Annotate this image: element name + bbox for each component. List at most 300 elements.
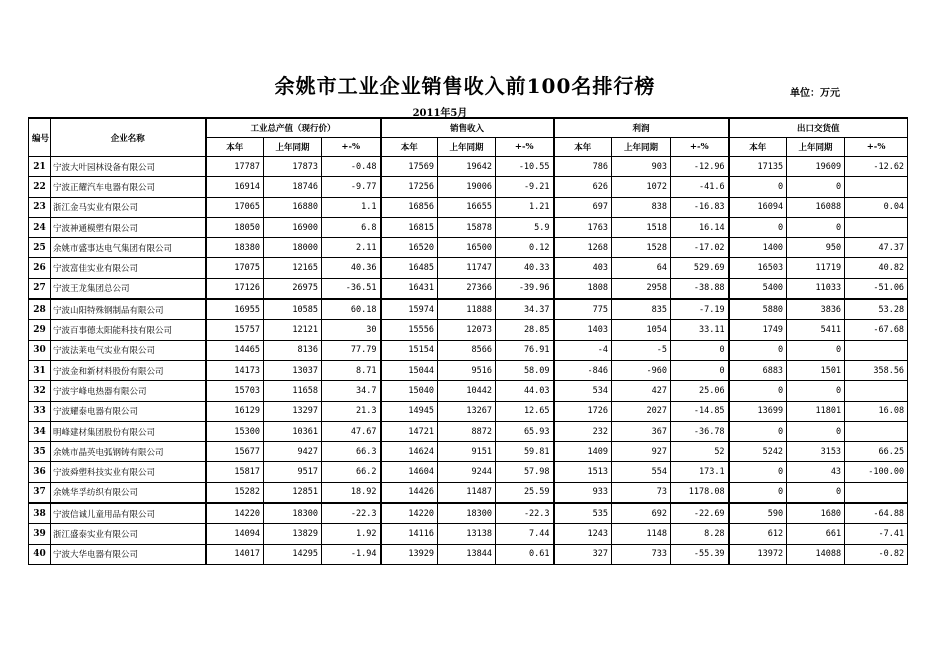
- sales-change-cell: 44.03: [496, 381, 554, 401]
- output-previous-cell: 11658: [264, 381, 322, 401]
- export-change-cell: -67.68: [845, 320, 908, 340]
- export-change-cell: -12.62: [845, 157, 908, 177]
- rank-cell: 27: [29, 278, 51, 299]
- sales-change-cell: 57.98: [496, 462, 554, 482]
- profit-previous-cell: 1148: [612, 524, 671, 544]
- sales-previous-cell: 16655: [438, 197, 496, 217]
- profit-change-cell: -16.83: [671, 197, 729, 217]
- output-previous-cell: 18300: [264, 503, 322, 524]
- output-change-cell: -36.51: [322, 278, 381, 299]
- export-current-cell: 0: [729, 177, 787, 197]
- sales-previous-cell: 9244: [438, 462, 496, 482]
- export-change-cell: [845, 421, 908, 441]
- export-change-cell: [845, 381, 908, 401]
- rank-cell: 31: [29, 360, 51, 380]
- output-change-cell: 77.79: [322, 340, 381, 360]
- company-name-cell: 宁波大叶园林设备有限公司: [51, 157, 206, 177]
- output-previous-cell: 12851: [264, 482, 322, 503]
- table-row: [29, 421, 908, 441]
- export-change-cell: [845, 217, 908, 237]
- export-previous-cell: 19609: [787, 157, 845, 177]
- export-change-cell: -0.82: [845, 544, 908, 564]
- sales-previous-cell: 12073: [438, 320, 496, 340]
- profit-current-cell: 1243: [554, 524, 612, 544]
- sales-change-cell: -9.21: [496, 177, 554, 197]
- export-change-cell: [845, 340, 908, 360]
- profit-current-cell: 626: [554, 177, 612, 197]
- profit-previous-cell: 1072: [612, 177, 671, 197]
- output-previous-cell: 16880: [264, 197, 322, 217]
- profit-current-cell: 1513: [554, 462, 612, 482]
- output-current-cell: 15300: [206, 421, 264, 441]
- sales-change-cell: -22.3: [496, 503, 554, 524]
- output-current-cell: 15703: [206, 381, 264, 401]
- sales-current-cell: 13929: [381, 544, 438, 564]
- profit-current-cell: 1403: [554, 320, 612, 340]
- unit-label: 单位：万元: [790, 88, 840, 99]
- output-previous-cell: 8136: [264, 340, 322, 360]
- output-previous-cell: 18000: [264, 238, 322, 258]
- sales-previous-cell: 13267: [438, 401, 496, 421]
- export-change-cell: -51.06: [845, 278, 908, 299]
- output-previous-cell: 10361: [264, 421, 322, 441]
- output-current-cell: 14017: [206, 544, 264, 564]
- output-previous-cell: 9517: [264, 462, 322, 482]
- output-change-cell: 34.7: [322, 381, 381, 401]
- table-row: [29, 157, 908, 177]
- export-change-cell: [845, 177, 908, 197]
- output-previous-cell: 13829: [264, 524, 322, 544]
- profit-previous-cell: 367: [612, 421, 671, 441]
- sales-change-cell: 76.91: [496, 340, 554, 360]
- subheader-previous: 上年同期: [612, 138, 671, 157]
- sales-change-cell: 1.21: [496, 197, 554, 217]
- rank-cell: 21: [29, 157, 51, 177]
- sales-current-cell: 14624: [381, 442, 438, 462]
- table-row: [29, 381, 908, 401]
- output-current-cell: 18050: [206, 217, 264, 237]
- output-previous-cell: 14295: [264, 544, 322, 564]
- rank-cell: 22: [29, 177, 51, 197]
- export-previous-cell: 1501: [787, 360, 845, 380]
- export-previous-cell: 1680: [787, 503, 845, 524]
- header-output: 工业总产值（现行价）: [206, 118, 381, 138]
- table-row: [29, 299, 908, 320]
- table-row: [29, 258, 908, 278]
- sales-current-cell: 17569: [381, 157, 438, 177]
- profit-previous-cell: 835: [612, 299, 671, 320]
- sales-change-cell: 59.81: [496, 442, 554, 462]
- sales-current-cell: 16485: [381, 258, 438, 278]
- sales-previous-cell: 8872: [438, 421, 496, 441]
- company-name-cell: 宁波神通模塑有限公司: [51, 217, 206, 237]
- sales-change-cell: 58.09: [496, 360, 554, 380]
- table-row: [29, 544, 908, 564]
- rank-cell: 37: [29, 482, 51, 503]
- subheader-current: 本年: [381, 138, 438, 157]
- sales-change-cell: 25.59: [496, 482, 554, 503]
- export-previous-cell: 0: [787, 482, 845, 503]
- profit-change-cell: -36.78: [671, 421, 729, 441]
- rank-cell: 25: [29, 238, 51, 258]
- export-current-cell: 6883: [729, 360, 787, 380]
- company-name-cell: 浙江盛泰实业有限公司: [51, 524, 206, 544]
- company-name-cell: 余姚市晶英电弧钢铸有限公司: [51, 442, 206, 462]
- export-current-cell: 16503: [729, 258, 787, 278]
- profit-current-cell: 327: [554, 544, 612, 564]
- export-previous-cell: 43: [787, 462, 845, 482]
- export-current-cell: 5242: [729, 442, 787, 462]
- export-change-cell: 47.37: [845, 238, 908, 258]
- profit-previous-cell: 1054: [612, 320, 671, 340]
- company-name-cell: 余姚华孚纺织有限公司: [51, 482, 206, 503]
- profit-current-cell: 232: [554, 421, 612, 441]
- sales-change-cell: 0.61: [496, 544, 554, 564]
- profit-current-cell: 775: [554, 299, 612, 320]
- export-previous-cell: 950: [787, 238, 845, 258]
- output-current-cell: 15282: [206, 482, 264, 503]
- output-current-cell: 16955: [206, 299, 264, 320]
- table-row: [29, 197, 908, 217]
- rank-cell: 36: [29, 462, 51, 482]
- profit-change-cell: 529.69: [671, 258, 729, 278]
- header-rank: 编号: [29, 118, 51, 157]
- output-current-cell: 15757: [206, 320, 264, 340]
- output-current-cell: 16129: [206, 401, 264, 421]
- export-previous-cell: 0: [787, 421, 845, 441]
- profit-current-cell: 697: [554, 197, 612, 217]
- export-change-cell: 40.82: [845, 258, 908, 278]
- company-name-cell: 宁波宇峰电热器有限公司: [51, 381, 206, 401]
- sales-previous-cell: 19006: [438, 177, 496, 197]
- subheader-current: 本年: [729, 138, 787, 157]
- output-current-cell: 17075: [206, 258, 264, 278]
- table-row: [29, 462, 908, 482]
- profit-current-cell: 1409: [554, 442, 612, 462]
- output-change-cell: -9.77: [322, 177, 381, 197]
- sales-previous-cell: 11747: [438, 258, 496, 278]
- sales-current-cell: 14604: [381, 462, 438, 482]
- sales-current-cell: 15974: [381, 299, 438, 320]
- export-current-cell: 590: [729, 503, 787, 524]
- profit-change-cell: -22.69: [671, 503, 729, 524]
- profit-previous-cell: 73: [612, 482, 671, 503]
- profit-change-cell: -41.6: [671, 177, 729, 197]
- output-change-cell: 18.92: [322, 482, 381, 503]
- output-previous-cell: 18746: [264, 177, 322, 197]
- output-current-cell: 15817: [206, 462, 264, 482]
- export-previous-cell: 16088: [787, 197, 845, 217]
- header-profit: 利润: [554, 118, 729, 138]
- profit-current-cell: 534: [554, 381, 612, 401]
- sales-current-cell: 16856: [381, 197, 438, 217]
- company-name-cell: 宁波王龙集团总公司: [51, 278, 206, 299]
- output-change-cell: 40.36: [322, 258, 381, 278]
- profit-change-cell: 0: [671, 360, 729, 380]
- rank-cell: 32: [29, 381, 51, 401]
- rank-cell: 40: [29, 544, 51, 564]
- export-current-cell: 1749: [729, 320, 787, 340]
- output-change-cell: -22.3: [322, 503, 381, 524]
- sales-change-cell: 28.85: [496, 320, 554, 340]
- profit-change-cell: 16.14: [671, 217, 729, 237]
- table-row: [29, 482, 908, 503]
- sales-current-cell: 15040: [381, 381, 438, 401]
- table-row: [29, 340, 908, 360]
- page-title: 余姚市工业企业销售收入前100名排行榜: [274, 74, 656, 98]
- sales-current-cell: 14721: [381, 421, 438, 441]
- table-row: [29, 278, 908, 299]
- export-previous-cell: 3836: [787, 299, 845, 320]
- output-change-cell: 1.1: [322, 197, 381, 217]
- export-previous-cell: 0: [787, 340, 845, 360]
- output-previous-cell: 10585: [264, 299, 322, 320]
- sales-previous-cell: 19642: [438, 157, 496, 177]
- output-current-cell: 14173: [206, 360, 264, 380]
- export-current-cell: 0: [729, 340, 787, 360]
- export-previous-cell: 11033: [787, 278, 845, 299]
- sales-current-cell: 14426: [381, 482, 438, 503]
- profit-current-cell: 933: [554, 482, 612, 503]
- export-previous-cell: 11801: [787, 401, 845, 421]
- sales-change-cell: -39.96: [496, 278, 554, 299]
- subheader-current: 本年: [554, 138, 612, 157]
- profit-change-cell: 25.06: [671, 381, 729, 401]
- company-name-cell: 宁波法莱电气实业有限公司: [51, 340, 206, 360]
- output-previous-cell: 13297: [264, 401, 322, 421]
- company-name-cell: 宁波耀泰电器有限公司: [51, 401, 206, 421]
- profit-current-cell: 1763: [554, 217, 612, 237]
- output-change-cell: 47.67: [322, 421, 381, 441]
- table-row: [29, 320, 908, 340]
- profit-change-cell: -7.19: [671, 299, 729, 320]
- export-previous-cell: 0: [787, 381, 845, 401]
- output-current-cell: 14220: [206, 503, 264, 524]
- output-change-cell: -1.94: [322, 544, 381, 564]
- company-name-cell: 宁波百事德太阳能科技有限公司: [51, 320, 206, 340]
- sales-current-cell: 17256: [381, 177, 438, 197]
- output-current-cell: 17787: [206, 157, 264, 177]
- sales-current-cell: 14220: [381, 503, 438, 524]
- subheader-change: +-%: [496, 138, 554, 157]
- output-previous-cell: 26975: [264, 278, 322, 299]
- subheader-change: +-%: [671, 138, 729, 157]
- sales-current-cell: 14945: [381, 401, 438, 421]
- sales-previous-cell: 10442: [438, 381, 496, 401]
- output-change-cell: 66.2: [322, 462, 381, 482]
- company-name-cell: 宁波舜塑科技实业有限公司: [51, 462, 206, 482]
- output-change-cell: 2.11: [322, 238, 381, 258]
- profit-previous-cell: 927: [612, 442, 671, 462]
- table-row: [29, 442, 908, 462]
- profit-current-cell: 1808: [554, 278, 612, 299]
- sales-previous-cell: 13844: [438, 544, 496, 564]
- output-change-cell: 6.8: [322, 217, 381, 237]
- company-name-cell: 余姚市盛事达电气集团有限公司: [51, 238, 206, 258]
- profit-current-cell: 403: [554, 258, 612, 278]
- sales-change-cell: -10.55: [496, 157, 554, 177]
- export-change-cell: -64.88: [845, 503, 908, 524]
- profit-current-cell: -846: [554, 360, 612, 380]
- export-current-cell: 612: [729, 524, 787, 544]
- output-current-cell: 17126: [206, 278, 264, 299]
- export-change-cell: 66.25: [845, 442, 908, 462]
- output-current-cell: 15677: [206, 442, 264, 462]
- export-current-cell: 0: [729, 217, 787, 237]
- export-change-cell: 16.08: [845, 401, 908, 421]
- sales-previous-cell: 13138: [438, 524, 496, 544]
- sales-change-cell: 40.33: [496, 258, 554, 278]
- sales-change-cell: 65.93: [496, 421, 554, 441]
- subheader-previous: 上年同期: [438, 138, 496, 157]
- export-current-cell: 16094: [729, 197, 787, 217]
- export-current-cell: 0: [729, 381, 787, 401]
- profit-current-cell: 786: [554, 157, 612, 177]
- export-current-cell: 0: [729, 482, 787, 503]
- output-change-cell: 30: [322, 320, 381, 340]
- header-name: 企业名称: [51, 118, 206, 157]
- profit-change-cell: 8.28: [671, 524, 729, 544]
- table-row: [29, 503, 908, 524]
- sales-previous-cell: 11888: [438, 299, 496, 320]
- output-previous-cell: 17873: [264, 157, 322, 177]
- company-name-cell: 宁波富佳实业有限公司: [51, 258, 206, 278]
- rank-cell: 23: [29, 197, 51, 217]
- profit-previous-cell: 903: [612, 157, 671, 177]
- company-name-cell: 宁波金和新材料股份有限公司: [51, 360, 206, 380]
- table-row: [29, 360, 908, 380]
- profit-previous-cell: 2958: [612, 278, 671, 299]
- rank-cell: 38: [29, 503, 51, 524]
- sales-change-cell: 12.65: [496, 401, 554, 421]
- export-previous-cell: 0: [787, 217, 845, 237]
- sales-change-cell: 34.37: [496, 299, 554, 320]
- export-change-cell: -7.41: [845, 524, 908, 544]
- export-current-cell: 0: [729, 421, 787, 441]
- output-change-cell: 66.3: [322, 442, 381, 462]
- subheader-change: +-%: [322, 138, 381, 157]
- export-previous-cell: 661: [787, 524, 845, 544]
- rank-cell: 29: [29, 320, 51, 340]
- table-row: [29, 524, 908, 544]
- profit-previous-cell: 1518: [612, 217, 671, 237]
- output-change-cell: 21.3: [322, 401, 381, 421]
- sales-previous-cell: 8566: [438, 340, 496, 360]
- sales-current-cell: 14116: [381, 524, 438, 544]
- export-change-cell: [845, 482, 908, 503]
- output-current-cell: 17065: [206, 197, 264, 217]
- table-row: [29, 217, 908, 237]
- output-current-cell: 14465: [206, 340, 264, 360]
- rank-cell: 28: [29, 299, 51, 320]
- sales-change-cell: 7.44: [496, 524, 554, 544]
- export-change-cell: 0.04: [845, 197, 908, 217]
- sales-change-cell: 0.12: [496, 238, 554, 258]
- company-name-cell: 明峰建材集团股份有限公司: [51, 421, 206, 441]
- ranking-table: [28, 117, 908, 565]
- profit-previous-cell: 1528: [612, 238, 671, 258]
- sales-previous-cell: 27366: [438, 278, 496, 299]
- export-change-cell: 53.28: [845, 299, 908, 320]
- profit-previous-cell: 554: [612, 462, 671, 482]
- output-previous-cell: 16900: [264, 217, 322, 237]
- company-name-cell: 浙江金马实业有限公司: [51, 197, 206, 217]
- profit-current-cell: -4: [554, 340, 612, 360]
- profit-previous-cell: -5: [612, 340, 671, 360]
- export-previous-cell: 11719: [787, 258, 845, 278]
- sales-current-cell: 16815: [381, 217, 438, 237]
- subheader-previous: 上年同期: [264, 138, 322, 157]
- rank-cell: 26: [29, 258, 51, 278]
- export-previous-cell: 3153: [787, 442, 845, 462]
- profit-current-cell: 1726: [554, 401, 612, 421]
- export-current-cell: 17135: [729, 157, 787, 177]
- sales-current-cell: 15154: [381, 340, 438, 360]
- sales-previous-cell: 11487: [438, 482, 496, 503]
- export-previous-cell: 14088: [787, 544, 845, 564]
- rank-cell: 24: [29, 217, 51, 237]
- output-change-cell: 8.71: [322, 360, 381, 380]
- output-previous-cell: 9427: [264, 442, 322, 462]
- profit-previous-cell: 733: [612, 544, 671, 564]
- table-body: [29, 157, 908, 565]
- profit-change-cell: -38.88: [671, 278, 729, 299]
- profit-previous-cell: -960: [612, 360, 671, 380]
- profit-current-cell: 535: [554, 503, 612, 524]
- profit-previous-cell: 838: [612, 197, 671, 217]
- output-previous-cell: 13037: [264, 360, 322, 380]
- export-current-cell: 1400: [729, 238, 787, 258]
- export-current-cell: 0: [729, 462, 787, 482]
- export-current-cell: 13972: [729, 544, 787, 564]
- rank-cell: 30: [29, 340, 51, 360]
- profit-change-cell: -17.02: [671, 238, 729, 258]
- company-name-cell: 宁波大华电器有限公司: [51, 544, 206, 564]
- sales-previous-cell: 18300: [438, 503, 496, 524]
- table-row: [29, 401, 908, 421]
- export-change-cell: 358.56: [845, 360, 908, 380]
- subheader-current: 本年: [206, 138, 264, 157]
- sales-current-cell: 15556: [381, 320, 438, 340]
- rank-cell: 39: [29, 524, 51, 544]
- profit-change-cell: 173.1: [671, 462, 729, 482]
- output-change-cell: 1.92: [322, 524, 381, 544]
- profit-change-cell: -12.96: [671, 157, 729, 177]
- export-current-cell: 13699: [729, 401, 787, 421]
- header-export: 出口交货值: [729, 118, 908, 138]
- sales-previous-cell: 9151: [438, 442, 496, 462]
- profit-change-cell: -14.85: [671, 401, 729, 421]
- output-current-cell: 18380: [206, 238, 264, 258]
- rank-cell: 35: [29, 442, 51, 462]
- sales-previous-cell: 15878: [438, 217, 496, 237]
- header-sales: 销售收入: [381, 118, 554, 138]
- sales-current-cell: 15044: [381, 360, 438, 380]
- profit-previous-cell: 427: [612, 381, 671, 401]
- export-change-cell: -100.00: [845, 462, 908, 482]
- subheader-change: +-%: [845, 138, 908, 157]
- company-name-cell: 宁波山阳特殊钢制品有限公司: [51, 299, 206, 320]
- export-previous-cell: 0: [787, 177, 845, 197]
- profit-change-cell: 0: [671, 340, 729, 360]
- profit-change-cell: 33.11: [671, 320, 729, 340]
- sales-previous-cell: 9516: [438, 360, 496, 380]
- table-row: [29, 238, 908, 258]
- profit-current-cell: 1268: [554, 238, 612, 258]
- output-current-cell: 14094: [206, 524, 264, 544]
- profit-change-cell: 1178.08: [671, 482, 729, 503]
- company-name-cell: 宁波信诚儿童用品有限公司: [51, 503, 206, 524]
